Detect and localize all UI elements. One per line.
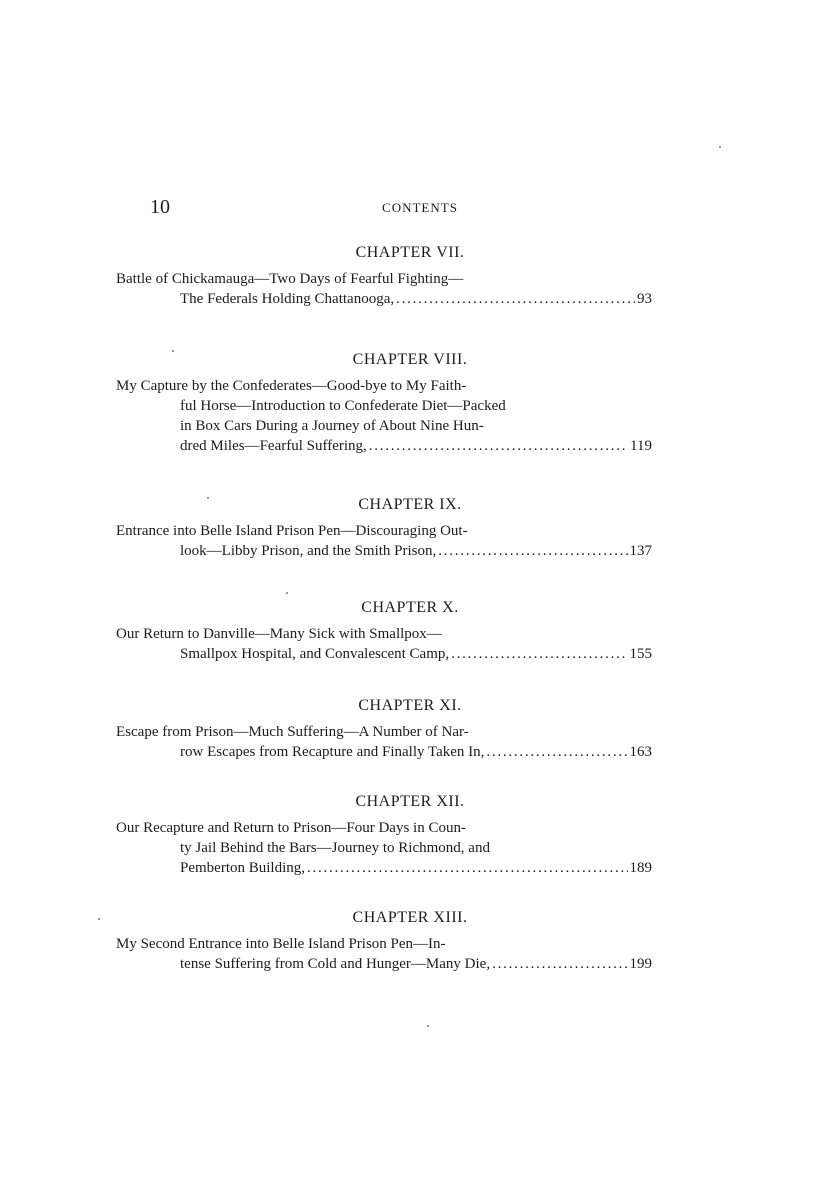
chapter-heading: CHAPTER X. xyxy=(361,599,459,616)
dot-leader xyxy=(396,289,635,309)
dot-leader xyxy=(486,742,627,762)
description-line xyxy=(180,436,652,456)
chapter-description xyxy=(116,624,652,664)
description-line xyxy=(180,289,652,309)
chapter-entry xyxy=(116,792,652,878)
description-line xyxy=(116,818,652,838)
description-line xyxy=(116,722,652,742)
page-number: 10 xyxy=(150,196,170,218)
page-reference[interactable]: 93 xyxy=(637,291,652,307)
description-text: Escape from Prison—Much Suffering—A Number of Nar- xyxy=(116,724,469,740)
description-line xyxy=(180,954,652,974)
chapter-entry xyxy=(116,696,652,762)
description-line xyxy=(116,269,652,289)
description-line xyxy=(116,624,652,644)
description-text: ful Horse—Introduction to Confederate Diet—Packed xyxy=(180,398,506,414)
description-text: My Capture by the Confederates—Good-bye to My Faith- xyxy=(116,378,467,394)
chapter-description xyxy=(116,722,652,762)
chapter-heading: CHAPTER XIII. xyxy=(352,909,468,926)
description-line xyxy=(180,396,652,416)
description-line xyxy=(116,521,652,541)
chapter-heading: CHAPTER VIII. xyxy=(352,351,468,368)
description-text: Smallpox Hospital, and Convalescent Camp, xyxy=(180,646,450,662)
dot-leader xyxy=(451,644,627,664)
chapter-heading: CHAPTER XI. xyxy=(358,697,462,714)
description-text: tense Suffering from Cold and Hunger—Many Die, xyxy=(180,956,491,972)
description-text: ty Jail Behind the Bars—Journey to Richmond, and xyxy=(180,840,490,856)
page-reference[interactable]: 119 xyxy=(630,438,652,454)
description-line xyxy=(180,541,652,561)
chapter-entry xyxy=(116,350,652,456)
description-text: look—Libby Prison, and the Smith Prison, xyxy=(180,543,437,559)
description-line xyxy=(180,644,652,664)
description-text: dred Miles—Fearful Suffering, xyxy=(180,438,367,454)
page-reference[interactable]: 199 xyxy=(629,956,652,972)
description-line xyxy=(180,838,652,858)
description-line xyxy=(180,416,652,436)
scan-speck xyxy=(719,146,721,148)
chapter-entry xyxy=(116,243,652,309)
scan-speck xyxy=(427,1025,429,1027)
chapter-heading: CHAPTER VII. xyxy=(355,244,465,261)
dot-leader xyxy=(492,954,627,974)
description-text: Our Return to Danville—Many Sick with Smallpox— xyxy=(116,626,442,642)
description-text: My Second Entrance into Belle Island Prison Pen—In- xyxy=(116,936,446,952)
chapter-description xyxy=(116,818,652,878)
chapter-description xyxy=(116,934,652,974)
scan-speck xyxy=(172,350,174,352)
scan-speck xyxy=(207,497,209,499)
description-line xyxy=(116,376,652,396)
description-text: Battle of Chickamauga—Two Days of Fearful Fighting— xyxy=(116,271,464,287)
chapter-entry xyxy=(116,495,652,561)
description-text: in Box Cars During a Journey of About Nine Hun- xyxy=(180,418,484,434)
chapter-description xyxy=(116,521,652,561)
description-line xyxy=(180,858,652,878)
chapter-description xyxy=(116,269,652,309)
page-reference[interactable]: 189 xyxy=(629,860,652,876)
scan-speck xyxy=(286,592,288,594)
description-line xyxy=(180,742,652,762)
running-head: CONTENTS xyxy=(382,200,458,215)
dot-leader xyxy=(369,436,628,456)
page-reference[interactable]: 137 xyxy=(629,543,652,559)
page-reference[interactable]: 163 xyxy=(629,744,652,760)
chapter-heading: CHAPTER XII. xyxy=(355,793,465,810)
description-line xyxy=(116,934,652,954)
page-reference[interactable]: 155 xyxy=(629,646,652,662)
dot-leader xyxy=(307,858,628,878)
chapter-description xyxy=(116,376,652,456)
description-text: Entrance into Belle Island Prison Pen—Discouraging Out- xyxy=(116,523,468,539)
scan-speck xyxy=(98,918,100,920)
description-text: The Federals Holding Chattanooga, xyxy=(180,291,395,307)
chapter-entry xyxy=(116,908,652,974)
description-text: Pemberton Building, xyxy=(180,860,305,876)
description-text: Our Recapture and Return to Prison—Four Days in Coun- xyxy=(116,820,466,836)
dot-leader xyxy=(438,541,627,561)
chapter-entry xyxy=(116,598,652,664)
description-text: row Escapes from Recapture and Finally Taken In, xyxy=(180,744,485,760)
chapter-heading: CHAPTER IX. xyxy=(358,496,462,513)
